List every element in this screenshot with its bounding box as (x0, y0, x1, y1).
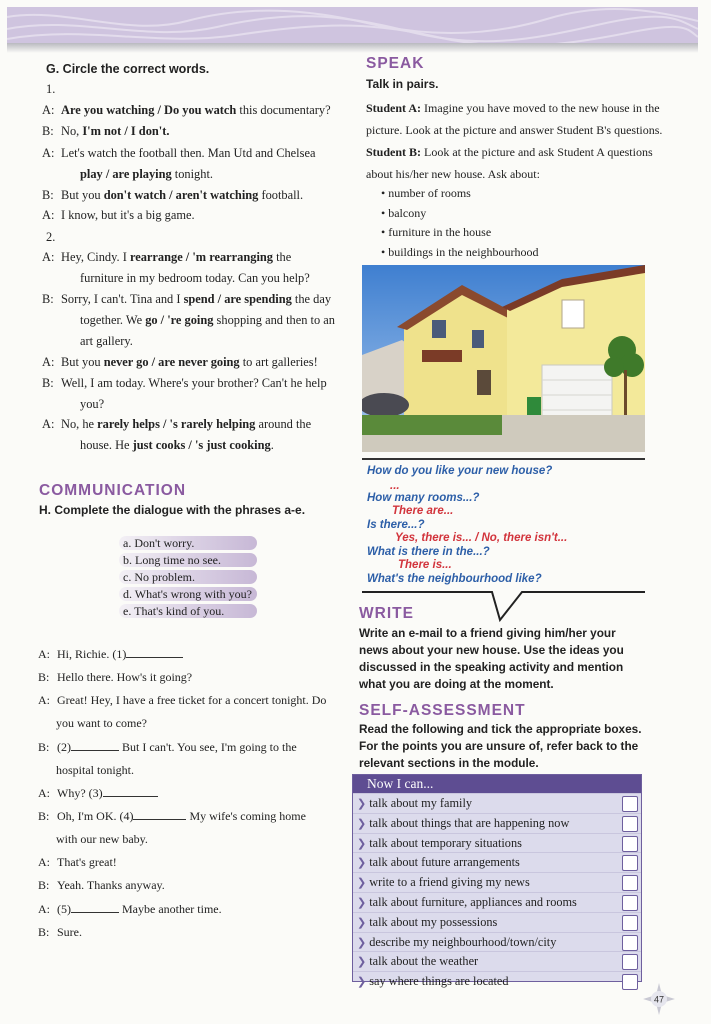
can-do-label: talk about temporary situations (369, 835, 522, 850)
g-line (42, 188, 303, 202)
line-text: . (270, 438, 274, 452)
g-line (42, 103, 331, 117)
speaker-label: B: (38, 809, 50, 823)
student-a-text (366, 101, 660, 115)
line-text: the day (291, 292, 332, 306)
can-do-row (353, 912, 641, 932)
student-b-text (366, 145, 653, 159)
answer-option[interactable]: spend / are spending (183, 292, 292, 306)
phrase-item: c. No problem. (119, 570, 257, 584)
dialogue-line (38, 647, 183, 661)
student-a-line2: picture. Look at the picture and answer Student B's questions. (366, 123, 663, 137)
line-text: Hey, Cindy. I (61, 250, 130, 264)
tick-checkbox[interactable] (622, 935, 638, 951)
g-line (42, 124, 169, 138)
student-b-line1: Look at the picture and ask Student A questions (421, 145, 653, 159)
write-line: Write an e-mail to a friend giving him/her your (359, 626, 616, 640)
dialogue-line (38, 878, 165, 892)
bullet-item: • buildings in the neighbourhood (381, 245, 539, 259)
g-line (61, 167, 213, 181)
section-g-title: G. Circle the correct words. (46, 62, 210, 76)
chevron-right-icon: ❯ (357, 916, 367, 929)
line-text: Well, I am today. Where's your brother? Can't he help (61, 376, 327, 390)
tick-checkbox[interactable] (622, 836, 638, 852)
student-a-line1: Imagine you have moved to the new house in the (421, 101, 660, 115)
speaker-label: A: (42, 417, 55, 431)
can-do-row (353, 833, 641, 853)
write-line: news about your new house. Use the ideas you (359, 643, 624, 657)
dialogue-text: Oh, I'm OK. (4) (57, 809, 134, 823)
tick-checkbox[interactable] (622, 796, 638, 812)
write-line: discussed in the speaking activity and mention (359, 660, 624, 674)
student-b-label: Student B: (366, 145, 422, 159)
line-text: But you (61, 188, 104, 202)
answer-option[interactable]: rarely helps / 's rarely helping (97, 417, 256, 431)
line-text: shopping and then to an (213, 313, 335, 327)
dialogue-line (38, 740, 297, 754)
dialogue-text: Why? (3) (57, 786, 103, 800)
g-line (42, 146, 315, 160)
dialogue-line (38, 809, 306, 823)
can-do-label: talk about future arrangements (369, 855, 520, 870)
speaker-label: B: (42, 376, 54, 390)
dialogue-text: you want to come? (56, 716, 147, 730)
bullet-item: • number of rooms (381, 186, 471, 200)
speaker-label: B: (42, 292, 54, 306)
can-do-row (353, 852, 641, 872)
item-number-1: 1. (46, 82, 56, 96)
speak-subtitle: Talk in pairs. (366, 77, 439, 91)
dialogue-line (56, 832, 148, 846)
dialogue-line (38, 925, 82, 939)
answer-option[interactable]: go / 're going (145, 313, 214, 327)
speaker-label: B: (38, 670, 50, 684)
chevron-right-icon: ❯ (357, 798, 367, 810)
line-text: I know, but it's a big game. (61, 208, 195, 222)
dialogue-prompt: What is there in the...? (367, 546, 490, 558)
can-do-label: say where things are located (369, 974, 509, 989)
speaker-label: A: (38, 693, 50, 707)
speaker-label: A: (42, 103, 55, 117)
chevron-right-icon: ❯ (357, 877, 367, 890)
write-line: what you are doing at the moment. (359, 677, 554, 691)
dialogue-text: hospital tonight. (56, 763, 134, 777)
dialogue-text: with our new baby. (56, 832, 148, 846)
line-text: to art galleries! (239, 355, 318, 369)
dialogue-prompt: How many rooms...? (367, 492, 480, 504)
answer-option[interactable]: rearrange / 'm rearranging (129, 250, 273, 264)
speaker-label: B: (38, 740, 50, 754)
dialogue-line (56, 716, 147, 730)
answer-option[interactable]: Are you watching / Do you watch (61, 103, 237, 117)
page-number-badge (643, 983, 675, 1015)
can-do-label: talk about things that are happening now (369, 815, 570, 830)
phrase-item: d. What's wrong with you? (119, 587, 257, 601)
speaker-label: B: (42, 124, 54, 138)
dialogue-text-after: But I can't. You see, I'm going to the (119, 740, 297, 754)
can-do-label: talk about the weather (369, 954, 479, 969)
line-text: this documentary? (236, 103, 331, 117)
line-text: Let's watch the football then. Man Utd and Chelsea (61, 146, 316, 160)
answer-blank[interactable] (71, 902, 119, 913)
chevron-right-icon: ❯ (357, 956, 367, 969)
dialogue-text: Sure. (57, 925, 82, 939)
self-assessment-heading: SELF-ASSESSMENT (359, 702, 526, 719)
chevron-right-icon: ❯ (357, 896, 367, 909)
phrase-item: e. That's kind of you. (119, 604, 257, 618)
line-text: No, he (61, 417, 98, 431)
g-line (42, 250, 291, 264)
dialogue-text: (5) (57, 902, 71, 916)
speaker-label: A: (42, 250, 55, 264)
line-text: Sorry, I can't. Tina and I (61, 292, 184, 306)
chevron-right-icon: ❯ (357, 817, 367, 830)
dialogue-line (38, 670, 192, 684)
answer-option[interactable]: play / are playing (80, 167, 172, 181)
g-line (61, 271, 310, 285)
can-do-row (353, 951, 641, 971)
g-line (42, 208, 195, 222)
answer-blank[interactable] (71, 740, 119, 751)
answer-blank[interactable] (103, 786, 158, 797)
g-line (61, 438, 274, 452)
line-text: football. (258, 188, 304, 202)
can-do-label: describe my neighbourhood/town/city (369, 934, 557, 949)
speaker-label: A: (38, 647, 50, 661)
line-text: No, (61, 124, 83, 138)
answer-option[interactable]: never go / are never going (103, 355, 240, 369)
chevron-right-icon: ❯ (357, 837, 367, 850)
line-text: art gallery. (80, 334, 133, 348)
band-shadow (7, 43, 698, 53)
can-do-label: write to a friend giving my news (369, 875, 530, 890)
speaker-label: B: (42, 188, 54, 202)
can-do-label: talk about my family (369, 796, 473, 810)
tick-checkbox[interactable] (622, 954, 638, 970)
now-i-can-table (352, 774, 642, 989)
g-line (42, 417, 311, 431)
house-photo (362, 265, 645, 452)
can-do-row (353, 813, 641, 833)
phrase-item: b. Long time no see. (119, 553, 257, 567)
dialogue-text-after: Maybe another time. (119, 902, 222, 916)
dialogue-line (38, 902, 222, 916)
dialogue-prompt: ... (390, 480, 400, 492)
write-heading: WRITE (359, 605, 414, 622)
tick-checkbox[interactable] (622, 974, 638, 990)
line-text: you? (80, 397, 105, 411)
self-assessment-line: relevant sections in the module. (359, 756, 539, 770)
can-do-label: talk about furniture, appliances and rooms (369, 894, 577, 909)
chevron-right-icon: ❯ (357, 936, 367, 949)
dialogue-text: That's great! (57, 855, 117, 869)
dialogue-prompt: What's the neighbourhood like? (367, 573, 542, 585)
dialogue-prompt: Yes, there is... / No, there isn't... (395, 532, 568, 544)
speaker-label: B: (38, 925, 50, 939)
line-text: around the (255, 417, 312, 431)
communication-heading: COMMUNICATION (39, 482, 187, 499)
speaker-label: A: (42, 146, 55, 160)
dialogue-line (38, 786, 158, 800)
tick-checkbox[interactable] (622, 855, 638, 871)
answer-option[interactable]: don't watch / aren't watching (103, 188, 259, 202)
answer-blank[interactable] (126, 647, 183, 658)
g-line (61, 397, 104, 411)
dialogue-text: Great! Hey, I have a free ticket for a concert tonight. Do (57, 693, 327, 707)
decorative-top-band (7, 7, 698, 43)
communication-instruction: H. Complete the dialogue with the phrases a-e. (39, 503, 306, 517)
line-text: tonight. (171, 167, 213, 181)
phrase-item: a. Don't worry. (119, 536, 257, 550)
speaker-label: A: (38, 786, 50, 800)
speech-bubble-top-line (362, 458, 645, 460)
line-text: But you (61, 355, 104, 369)
dialogue-line (56, 763, 134, 777)
answer-option[interactable]: just cooks / 's just cooking (132, 438, 271, 452)
speaker-label: A: (42, 355, 55, 369)
answer-option[interactable]: I'm not / I don't. (82, 124, 170, 138)
dialogue-prompt: There are... (392, 505, 454, 517)
can-do-row (353, 971, 641, 991)
dialogue-text: Yeah. Thanks anyway. (57, 878, 165, 892)
dialogue-line (38, 855, 117, 869)
tick-checkbox[interactable] (622, 915, 638, 931)
page-number: 47 (653, 994, 665, 1005)
table-title: Now I can... (353, 775, 641, 793)
item-number-2: 2. (46, 230, 56, 244)
tick-checkbox[interactable] (622, 895, 638, 911)
g-line (61, 313, 335, 327)
can-do-row (353, 872, 641, 892)
dialogue-text-after: My wife's coming home (186, 809, 306, 823)
speaker-label: A: (38, 902, 50, 916)
can-do-row (353, 932, 641, 952)
g-line (61, 334, 133, 348)
speaker-label: A: (42, 208, 55, 222)
chevron-right-icon: ❯ (357, 857, 367, 870)
g-line (42, 355, 318, 369)
line-text: furniture in my bedroom today. Can you help? (80, 271, 310, 285)
dialogue-line (38, 693, 326, 707)
speaker-label: B: (38, 878, 50, 892)
bullet-item: • balcony (381, 206, 427, 220)
line-text: together. We (80, 313, 146, 327)
student-a-label: Student A: (366, 101, 422, 115)
can-do-row (353, 892, 641, 912)
g-line (42, 376, 327, 390)
self-assessment-line: Read the following and tick the appropriate boxes. (359, 722, 642, 736)
tick-checkbox[interactable] (622, 816, 638, 832)
can-do-label: talk about my possessions (369, 914, 498, 929)
can-do-row (353, 793, 641, 813)
bullet-item: • furniture in the house (381, 225, 492, 239)
line-text: house. He (80, 438, 133, 452)
answer-blank[interactable] (133, 809, 186, 820)
dialogue-text: (2) (57, 740, 71, 754)
dialogue-prompt: How do you like your new house? (367, 465, 553, 477)
dialogue-text: Hi, Richie. (1) (57, 647, 127, 661)
dialogue-prompt: Is there...? (367, 519, 425, 531)
speak-heading: SPEAK (366, 55, 425, 72)
dialogue-prompt: There is... (398, 559, 452, 571)
g-line (42, 292, 331, 306)
line-text: the (272, 250, 292, 264)
student-b-line2: about his/her new house. Ask about: (366, 167, 540, 181)
self-assessment-line: For the points you are unsure of, refer back to the (359, 739, 639, 753)
dialogue-text: Hello there. How's it going? (57, 670, 193, 684)
chevron-right-icon: ❯ (357, 976, 367, 989)
speaker-label: A: (38, 855, 50, 869)
tick-checkbox[interactable] (622, 875, 638, 891)
